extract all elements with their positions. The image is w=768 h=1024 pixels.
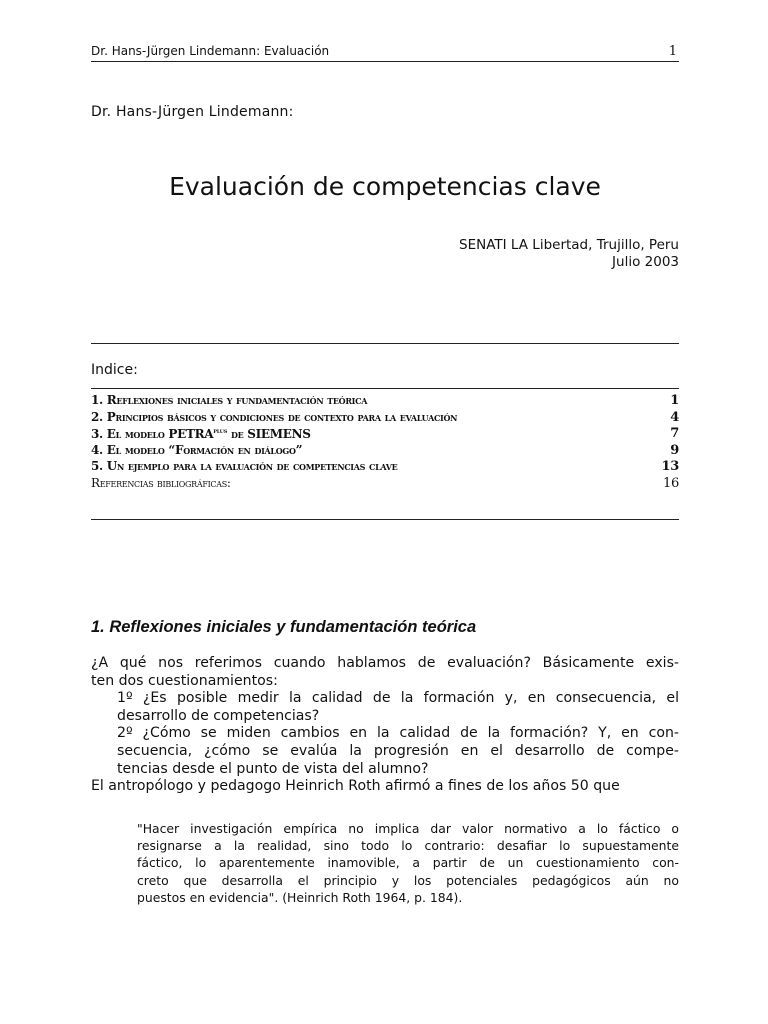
table-of-contents xyxy=(91,343,679,520)
body-line: secuencia, ¿cómo se evalúa la progresión en el desarrollo de compe- xyxy=(117,742,679,759)
document-meta xyxy=(459,237,679,271)
meta-location: SENATI LA Libertad, Trujillo, Peru xyxy=(459,237,679,253)
toc-entry-2[interactable] xyxy=(91,410,679,427)
author-line: Dr. Hans-Jürgen Lindemann: xyxy=(91,104,294,120)
body-line: 1º ¿Es posible medir la calidad de la formación y, en consecuencia, el xyxy=(117,690,679,707)
toc-list xyxy=(91,388,679,520)
toc-heading: Indice: xyxy=(91,362,138,378)
body-line: tencias desde el punto de vista del alumno? xyxy=(117,760,429,777)
toc-entry-page: 1 xyxy=(670,393,679,408)
body-line: desarrollo de competencias? xyxy=(117,707,320,724)
toc-entry-page: 7 xyxy=(670,426,679,442)
page-number: 1 xyxy=(668,44,677,59)
body-line: El antropólogo y pedagogo Heinrich Roth afirmó a fines de los años 50 que xyxy=(91,778,620,795)
quote-line: resignarse a la realidad, sino todo lo contrario: desafiar lo supuestamente xyxy=(137,838,679,854)
running-title: Dr. Hans-Jürgen Lindemann: Evaluación xyxy=(91,44,330,58)
body-line: 2º ¿Cómo se miden cambios en la calidad de la formación? Y, en con- xyxy=(117,725,679,742)
section-body xyxy=(91,655,679,796)
question-2 xyxy=(91,725,679,778)
quote-line: "Hacer investigación empírica no implica dar valor normativo a lo fáctico o xyxy=(137,821,679,836)
body-line: ¿A qué nos referimos cuando hablamos de evaluación? Básicamente exis- xyxy=(91,655,679,671)
section-heading: 1. Reflexiones iniciales y fundamentación teórica xyxy=(91,618,477,636)
running-header xyxy=(91,44,679,62)
quote-line: fáctico, lo aparentemente inamovible, a partir de un cuestionamiento con- xyxy=(137,855,679,871)
toc-entry-5[interactable] xyxy=(91,459,679,476)
meta-date: Julio 2003 xyxy=(612,254,679,270)
toc-entry-text: 1. Reflexiones iniciales y fundamentación teórica xyxy=(91,393,368,407)
toc-entry-page: 9 xyxy=(670,442,679,458)
toc-entry-superscript: plus xyxy=(213,426,228,436)
toc-entry-page: 16 xyxy=(663,475,679,491)
toc-entry-page: 4 xyxy=(670,409,679,425)
toc-entry-text: 2. Principios básicos y condiciones de contexto para la evaluación xyxy=(91,409,458,424)
toc-entry-text: 5. Un ejemplo para la evaluación de competencias clave xyxy=(91,459,398,474)
toc-entry-text: 3. El modelo PETRA xyxy=(91,427,214,442)
toc-entry-text: Referencias bibliográficas: xyxy=(91,475,231,490)
toc-entry-references[interactable] xyxy=(91,476,679,493)
toc-entry-text-after: de SIEMENS xyxy=(227,427,311,442)
body-line: ten dos cuestionamientos: xyxy=(91,672,278,689)
toc-entry-page: 13 xyxy=(661,459,679,475)
toc-entry-4[interactable] xyxy=(91,443,679,460)
quote-line: creto que desarrolla el principio y los potenciales pedagógicos aún no xyxy=(137,872,679,888)
toc-entry-3[interactable] xyxy=(91,426,679,443)
quote-line: puestos en evidencia". (Heinrich Roth 1964, p. 184). xyxy=(137,889,463,905)
toc-entry-text: 4. El modelo “Formación en diálogo” xyxy=(91,442,303,457)
toc-entry-1[interactable] xyxy=(91,393,679,410)
document-title: Evaluación de competencias clave xyxy=(169,172,601,201)
block-quote xyxy=(137,820,679,906)
question-1 xyxy=(91,690,679,725)
